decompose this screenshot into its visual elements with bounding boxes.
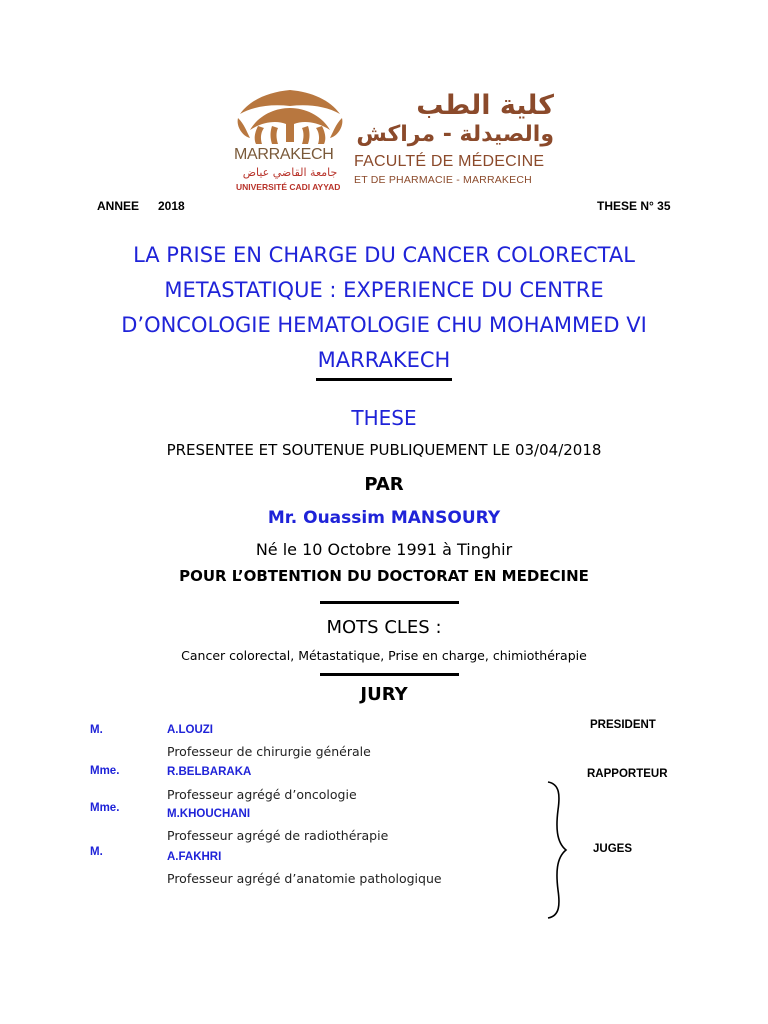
- role-juges: JUGES: [593, 843, 632, 855]
- jury-member-name: A.FAKHRI: [167, 851, 222, 863]
- title-line-3: D’ONCOLOGIE HEMATOLOGIE CHU MOHAMMED VI: [121, 313, 647, 337]
- jury-member-name: R.BELBARAKA: [167, 766, 252, 778]
- faculty-arabic-line-1: كلية الطب: [416, 90, 554, 121]
- title-line-4: MARRAKECH: [317, 348, 451, 372]
- faculty-name-line-1: FACULTÉ DE MÉDECINE: [354, 153, 545, 170]
- logo-arabic-university: جامعة القاضي عياض: [242, 166, 338, 179]
- jury-member-description: Professeur agrégé de radiothérapie: [167, 828, 389, 843]
- logo-city-text: MARRAKECH: [234, 146, 334, 163]
- jury-member-description: Professeur agrégé d’oncologie: [167, 787, 357, 802]
- author-name: Mr. Ouassim MANSOURY: [267, 508, 501, 528]
- jury-member-description: Professeur de chirurgie générale: [167, 744, 371, 759]
- jury-member-description: Professeur agrégé d’anatomie pathologique: [167, 871, 442, 886]
- title-line-2: METASTATIQUE : EXPERIENCE DU CENTRE: [164, 278, 604, 302]
- thesis-year: ANNEE 2018: [97, 199, 185, 213]
- keywords-text: Cancer colorectal, Métastatique, Prise en charge, chimiothérapie: [181, 648, 587, 663]
- thesis-title: [0, 238, 768, 378]
- jury-member-title: Mme.: [90, 765, 120, 777]
- par-label: PAR: [364, 474, 404, 495]
- keywords-divider-top: [320, 601, 459, 604]
- role-president: PRESIDENT: [590, 719, 656, 731]
- faculty-name-line-2: ET DE PHARMACIE - MARRAKECH: [354, 174, 532, 186]
- presentation-date: PRESENTEE ET SOUTENUE PUBLIQUEMENT LE 03/04/2018: [166, 441, 602, 459]
- title-divider: [316, 378, 452, 381]
- title-line-1: LA PRISE EN CHARGE DU CANCER COLORECTAL: [133, 243, 635, 267]
- faculty-arabic-line-2: والصيدلة - مراكش: [356, 122, 554, 147]
- university-logo: [228, 86, 352, 198]
- these-heading: THESE: [351, 406, 417, 430]
- keywords-heading: MOTS CLES :: [326, 617, 442, 638]
- degree-purpose: POUR L’OBTENTION DU DOCTORAT EN MEDECINE: [179, 567, 589, 585]
- thesis-number: THESE N° 35: [597, 199, 671, 213]
- jury-heading: JURY: [360, 684, 408, 705]
- logo-university-name: UNIVERSITÉ CADI AYYAD: [236, 182, 341, 192]
- jury-member-title: Mme.: [90, 802, 120, 814]
- jury-member-name: M.KHOUCHANI: [167, 808, 251, 820]
- jury-member-name: A.LOUZI: [167, 724, 213, 736]
- juges-brace-icon: [540, 780, 580, 920]
- jury-member-title: M.: [90, 724, 103, 736]
- keywords-divider-bottom: [320, 673, 459, 676]
- jury-member-title: M.: [90, 846, 103, 858]
- author-birth: Né le 10 Octobre 1991 à Tinghir: [255, 540, 513, 559]
- role-rapporteur: RAPPORTEUR: [587, 768, 668, 780]
